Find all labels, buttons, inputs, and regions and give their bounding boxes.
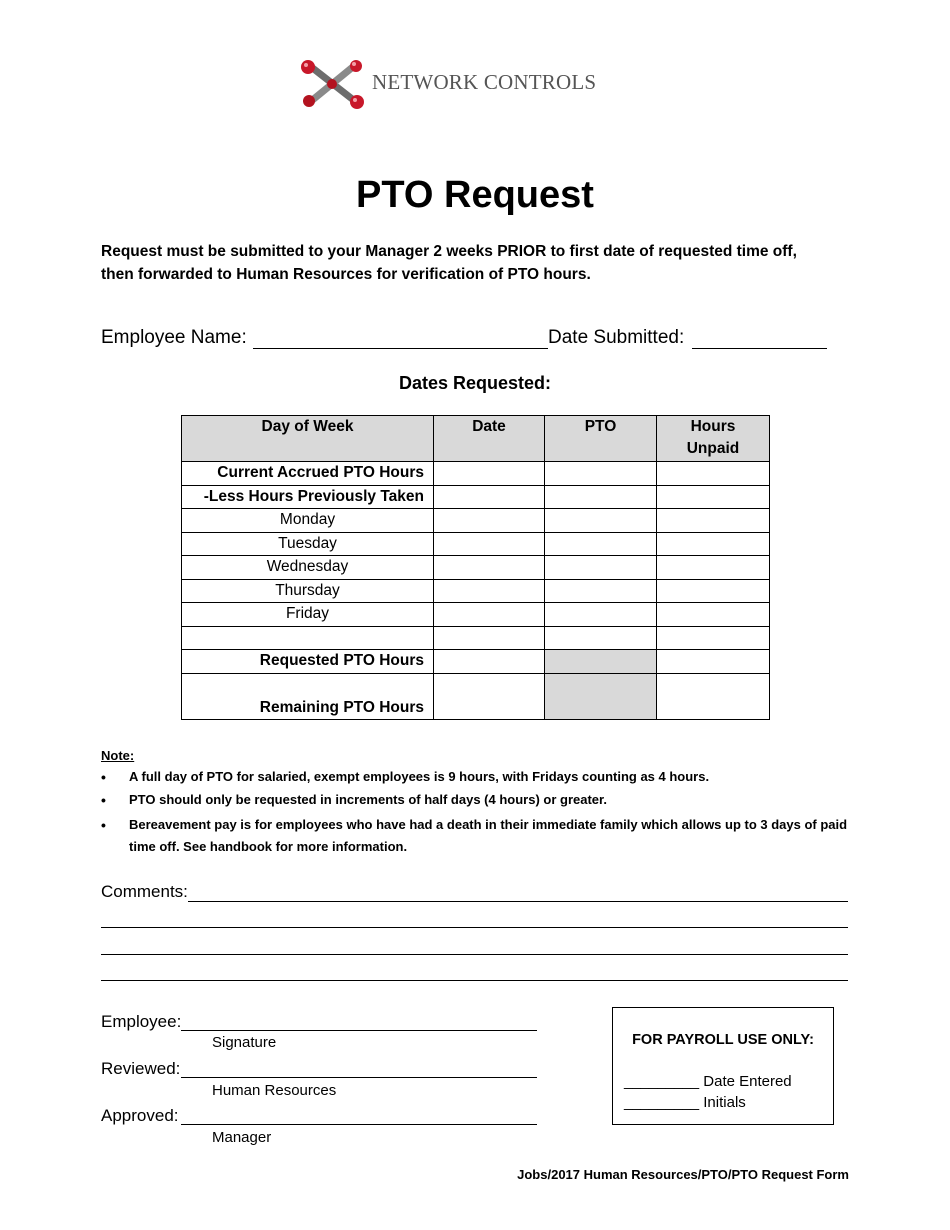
table-row [182,626,770,650]
intro-line-1: Request must be submitted to your Manager 2 weeks PRIOR to first date of requested time off, [101,243,797,260]
row-label: Wednesday [182,556,434,580]
employee-signature-label: Employee: [101,1012,182,1031]
row-label: Requested PTO Hours [182,650,434,674]
row-label: -Less Hours Previously Taken [182,485,434,509]
unpaid-cell[interactable] [657,673,770,719]
initials-blank[interactable]: _________ [624,1094,700,1111]
date-cell[interactable] [434,532,545,556]
header-hours-unpaid-text: Hours Unpaid [686,418,740,457]
pto-table [181,415,770,720]
approved-signature-label: Approved: [101,1106,179,1125]
employee-name-field[interactable] [253,326,548,349]
date-cell[interactable] [434,485,545,509]
table-row [182,462,770,486]
note-text: PTO should only be requested in increments of half days (4 hours) or greater. [129,792,607,807]
comments-label: Comments: [101,882,188,901]
bullet-icon: • [101,817,106,833]
pto-cell[interactable] [545,603,657,627]
reviewed-signature-line[interactable] [181,1077,537,1078]
date-cell[interactable] [434,626,545,650]
footer-path: Jobs/2017 Human Resources/PTO/PTO Request Form [517,1167,849,1182]
table-row [182,673,770,719]
note-text: A full day of PTO for salaried, exempt employees is 9 hours, with Fridays counting as 4 hours. [129,769,710,784]
unpaid-cell[interactable] [657,650,770,674]
employee-signature-line[interactable] [181,1030,537,1031]
comments-line-3[interactable] [101,954,848,955]
row-label: Thursday [182,579,434,603]
unpaid-cell[interactable] [657,603,770,627]
row-label: Current Accrued PTO Hours [182,462,434,486]
pto-cell[interactable] [545,556,657,580]
date-cell[interactable] [434,603,545,627]
payroll-box [612,1007,834,1125]
date-cell[interactable] [434,673,545,719]
date-cell[interactable] [434,509,545,533]
note-label: Note: [101,748,135,763]
row-label [182,626,434,650]
intro-line-2: then forwarded to Human Resources for verification of PTO hours. [101,266,591,283]
unpaid-cell[interactable] [657,509,770,533]
network-x-icon [300,58,366,110]
note-text: Bereavement pay is for employees who have had a death in their immediate family which allows up to 3 days of paid time off. See handbook for more information. [129,817,848,854]
date-submitted-field[interactable] [692,326,827,349]
date-cell[interactable] [434,650,545,674]
initials-label: Initials [703,1094,746,1111]
table-row [182,485,770,509]
date-entered-blank[interactable]: _________ [624,1073,700,1090]
list-item [101,766,861,788]
pto-cell[interactable] [545,485,657,509]
table-header-row [182,416,770,462]
table-row [182,556,770,580]
pto-cell[interactable] [545,626,657,650]
bullet-icon: • [101,769,106,785]
approved-signature-sub: Manager [212,1129,272,1146]
pto-cell[interactable] [545,509,657,533]
page-title: PTO Request [356,174,594,216]
table-row [182,650,770,674]
pto-cell[interactable] [545,462,657,486]
comments-line-4[interactable] [101,980,848,981]
table-row [182,603,770,627]
company-logo [300,58,640,110]
comments-line-2[interactable] [101,927,848,928]
reviewed-signature-sub: Human Resources [212,1082,337,1099]
unpaid-cell[interactable] [657,485,770,509]
table-row [182,509,770,533]
list-item [101,814,861,858]
date-cell[interactable] [434,462,545,486]
employee-signature-sub: Signature [212,1034,277,1051]
pto-cell-shaded [545,673,657,719]
bullet-icon: • [101,792,106,808]
table-row [182,532,770,556]
row-label: Monday [182,509,434,533]
date-entered-label: Date Entered [703,1073,792,1090]
dates-requested-heading: Dates Requested: [398,373,552,393]
logo-text: NETWORK CONTROLS [372,70,597,94]
unpaid-cell[interactable] [657,556,770,580]
date-cell[interactable] [434,556,545,580]
reviewed-signature-label: Reviewed: [101,1059,181,1078]
pto-cell[interactable] [545,532,657,556]
date-entered-row [624,1072,792,1092]
row-label: Tuesday [182,532,434,556]
header-pto: PTO [545,416,657,462]
unpaid-cell[interactable] [657,532,770,556]
date-cell[interactable] [434,579,545,603]
unpaid-cell[interactable] [657,579,770,603]
initials-row [624,1093,746,1113]
header-date: Date [434,416,545,462]
unpaid-cell[interactable] [657,462,770,486]
list-item [101,789,861,811]
pto-cell-shaded [545,650,657,674]
intro-text [101,240,861,286]
header-day-of-week: Day of Week [182,416,434,462]
header-hours-unpaid [657,416,770,462]
row-label: Remaining PTO Hours [182,673,434,719]
unpaid-cell[interactable] [657,626,770,650]
pto-cell[interactable] [545,579,657,603]
notes-list [101,766,861,859]
table-row [182,579,770,603]
date-submitted-label: Date Submitted: [548,327,685,348]
approved-signature-line[interactable] [181,1124,537,1125]
comments-line-1[interactable] [188,901,848,902]
payroll-title: FOR PAYROLL USE ONLY: [632,1032,814,1048]
row-label: Friday [182,603,434,627]
employee-name-label: Employee Name: [101,327,247,348]
